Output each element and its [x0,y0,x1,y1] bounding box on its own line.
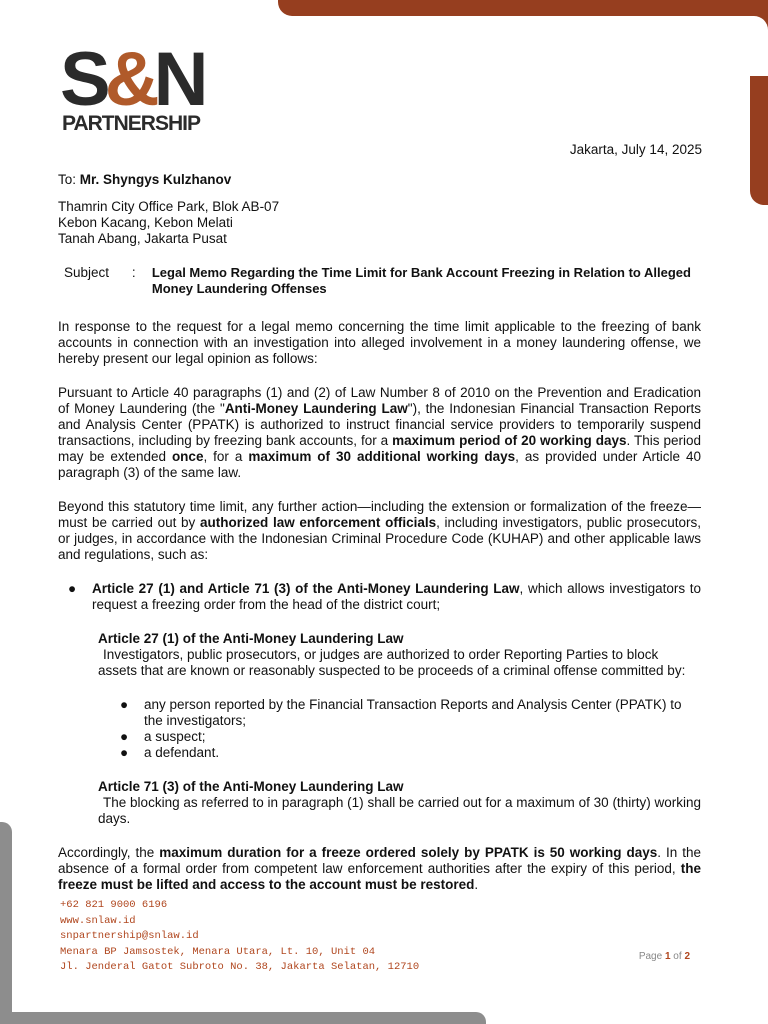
address-line: Thamrin City Office Park, Blok AB-07 [58,199,280,214]
bullet-icon: ● [120,729,129,744]
paragraph-legal-basis: Pursuant to Article 40 paragraphs (1) and (2) of Law Number 8 of 2010 on the Prevention and Eradication of Money Laundering (the "Anti-Money Laundering Law"), the Indonesian Financial Transaction Reports and Analysis Center (PPATK) is authorized to instruct financial service providers to temporarily suspend transactions, including by freezing bank accounts, for a maximum period of 20 working days. This period may be extended once, for a maximum of 30 additional working days, as provided under Article 40 paragraph (3) of the same law. [58,385,702,480]
recipient-name: Mr. Shyngys Kulzhanov [79,172,232,187]
article-27-heading: Article 27 (1) of the Anti-Money Laundering Law [98,631,404,646]
bullet-icon: ● [68,581,77,596]
subject-colon: : [131,265,136,280]
list-item: ● Article 27 (1) and Article 71 (3) of the Anti-Money Laundering Law, which allows investigators to request a freezing order from the head of the district court; [58,581,701,613]
page-number: Page 1 of 2 [638,951,690,962]
list-item: ● a defendant. [98,745,701,761]
recipient-address [58,199,701,247]
subject-label: Subject [64,265,110,280]
company-logo [60,37,203,136]
paragraph-beyond-limit: Beyond this statutory time limit, any further action—including the extension or formalization of the freeze—must be carried out by authorized law enforcement officials, including investigators, public prosecutors, or judges, in accordance with the Indonesian Criminal Procedure Code (KUHAP) and other applicable laws and regulations, such as: [58,499,701,562]
article-71-body: The blocking as referred to in paragraph (1) shall be carried out for a maximum of 30 (thirty) working days. [98,795,701,826]
logo-subtitle: PARTNERSHIP [62,112,200,135]
article-27-list [98,697,701,761]
footer-email: snpartnership@snlaw.id [60,930,199,942]
logo-mark: S&N [60,37,203,122]
list-item: ● any person reported by the Financial Transaction Reports and Analysis Center (PPATK) to the investigators; [98,697,701,729]
footer-phone: +62 821 9000 6196 [60,899,168,911]
bullet-icon: ● [120,745,129,760]
footer-address-line: Menara BP Jamsostek, Menara Utara, Lt. 10, Unit 04 [60,945,376,958]
footer-website: www.snlaw.id [60,914,136,927]
article-71-heading: Article 71 (3) of the Anti-Money Laundering Law [98,779,404,794]
article-27-body: Investigators, public prosecutors, or judges are authorized to order Reporting Parties to block assets that are known or reasonably suspected to be proceeds of a criminal offense committed by: [98,647,686,678]
bullet-icon: ● [120,697,129,712]
address-line: Kebon Kacang, Kebon Melati [58,215,233,230]
body [58,319,701,893]
subject-text: Legal Memo Regarding the Time Limit for Bank Account Freezing in Relation to Alleged Money Laundering Offenses [151,265,691,296]
address-line: Tanah Abang, Jakarta Pusat [58,231,227,246]
footer-contact [60,898,419,976]
article-71-section [98,779,701,827]
list-item: ● a suspect; [98,729,701,745]
intro-paragraph: In response to the request for a legal memo concerning the time limit applicable to the freezing of bank accounts in connection with an investigation into alleged involvement in a money laundering offense, we hereby present our legal opinion as follows: [58,319,701,366]
footer-address-line: Jl. Jenderal Gatot Subroto No. 38, Jakarta Selatan, 12710 [60,961,420,973]
conclusion-paragraph: Accordingly, the maximum duration for a freeze ordered solely by PPATK is 50 working days. In the absence of a formal order from competent law enforcement authorities after the expiry of this period, the freeze must be lifted and access to the account must be restored. [58,845,701,892]
letter-date: Jakarta, July 14, 2025 [569,142,702,157]
recipient: To: Mr. Shyngys Kulzhanov [58,172,232,187]
subject-line [58,265,701,297]
article-27-section [98,631,701,827]
